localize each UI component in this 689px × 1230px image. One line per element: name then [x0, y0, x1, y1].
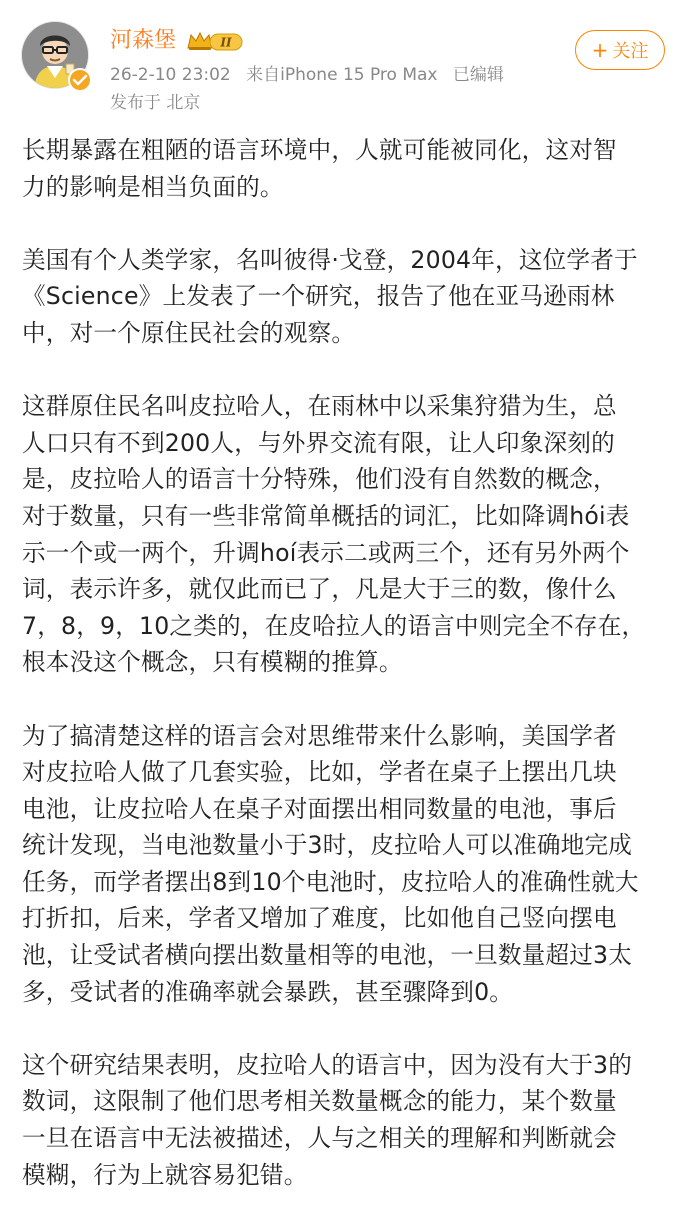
- p3-line-5: 示一个或一两个，升调hoí表示二或两三个，还有另外两个: [22, 538, 630, 567]
- p5-line-2: 数词，这限制了他们思考相关数量概念的能力，某个数量: [22, 1087, 617, 1116]
- p5-line-3: 一旦在语言中无法被描述，人与之相关的理解和判断就会: [22, 1124, 617, 1153]
- p4-line-8: 多，受试者的准确率就会暴跌，甚至骤降到0。: [22, 977, 514, 1006]
- verified-badge-icon: [68, 68, 92, 92]
- paragraph-2: [22, 242, 672, 352]
- p3-line-8: 根本没这个概念，只有模糊的推算。: [22, 648, 403, 677]
- checkmark-icon: [70, 70, 90, 90]
- p4-line-1: 为了搞清楚这样的语言会对思维带来什么影响，美国学者: [22, 721, 617, 750]
- post-content: [22, 132, 672, 1230]
- crown-level-icon[interactable]: [186, 29, 246, 53]
- p4-line-3: 电池，让皮拉哈人在桌子对面摆出相同数量的电池，事后: [22, 794, 617, 823]
- p1-line-2: 力的影响是相当负面的。: [22, 172, 284, 201]
- p4-line-5: 任务，而学者摆出8到10个电池时，皮拉哈人的准确性就大: [22, 867, 639, 896]
- p2-line-2: 《Science》上发表了一个研究，报告了他在亚马逊雨林: [22, 282, 615, 311]
- paragraph-1: [22, 132, 672, 205]
- user-name[interactable]: 河森堡: [110, 28, 177, 53]
- p3-line-1: 这群原住民名叫皮拉哈人，在雨林中以采集狩猎为生，总: [22, 392, 617, 421]
- p4-line-4: 统计发现，当电池数量小于3时，皮拉哈人可以准确地完成: [22, 831, 633, 860]
- level-text: II: [220, 35, 232, 50]
- level-badge-graphic: [186, 29, 246, 53]
- post-header: [0, 0, 689, 125]
- paragraph-3: [22, 388, 672, 681]
- p3-line-3: 是，皮拉哈人的语言十分特殊，他们没有自然数的概念，: [22, 465, 617, 494]
- p3-line-7: 7，8，9，10之类的，在皮哈拉人的语言中则完全不存在，: [22, 611, 646, 640]
- p5-line-1: 这个研究结果表明，皮拉哈人的语言中，因为没有大于3的: [22, 1050, 633, 1079]
- p1-line-1: 长期暴露在粗陋的语言环境中，人就可能被同化，这对智: [22, 136, 617, 164]
- p3-line-2: 人口只有不到200人，与外界交流有限，让人印象深刻的: [22, 428, 615, 457]
- p4-line-2: 对皮拉哈人做了几套实验，比如，学者在桌子上摆出几块: [22, 758, 617, 787]
- plus-icon: +: [591, 38, 609, 62]
- p4-line-7: 池，让受试者横向摆出数量相等的电池，一旦数量超过3太: [22, 941, 633, 970]
- p2-line-1: 美国有个人类学家，名叫彼得·戈登，2004年，这位学者于: [22, 245, 638, 274]
- p5-line-4: 模糊，行为上就容易犯错。: [22, 1160, 308, 1189]
- post-source: 来自iPhone 15 Pro Max: [246, 65, 438, 85]
- edited-label[interactable]: 已编辑: [452, 65, 504, 85]
- p3-line-6: 词，表示许多，就仅此而已了，凡是大于三的数，像什么: [22, 575, 617, 604]
- post-location: 发布于 北京: [110, 93, 201, 113]
- p4-line-6: 打折扣，后来，学者又增加了难度，比如他自己竖向摆电: [22, 904, 617, 933]
- post-meta: [110, 63, 514, 87]
- p3-line-4: 对于数量，只有一些非常简单概括的词汇，比如降调hói表: [22, 501, 630, 530]
- follow-button[interactable]: [575, 30, 665, 70]
- avatar-wrap[interactable]: [22, 22, 88, 88]
- paragraph-4: [22, 718, 672, 1011]
- p2-line-3: 中，对一个原住民社会的观察。: [22, 318, 356, 347]
- post-time: 26-2-10 23:02: [110, 65, 231, 85]
- paragraph-5: [22, 1047, 672, 1193]
- follow-label: 关注: [612, 41, 649, 62]
